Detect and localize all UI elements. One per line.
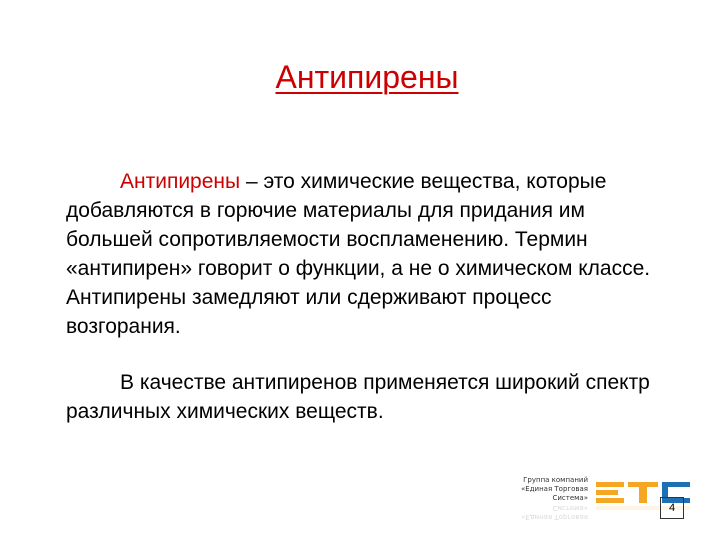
page-number: 4 [660,497,684,519]
definition-text: – это химические вещества, которые добавляются в горючие материалы для придания им большей сопротивляемости воспламенению. Термин «антипирен» говорит о функции, а не о химическом классе. Антипирены замедляют или сдерживают процесс возгорания. [66,170,651,338]
logo-caption-reflection: «Единая Торговая Система» [521,504,588,521]
logo-caption-line2: «Единая Торговая Система» [521,485,588,502]
logo-caption [488,476,588,521]
paragraph-indent [66,170,120,193]
usage-text: В качестве антипиренов применяется широкий спектр различных химических веществ. [66,371,650,423]
definition-paragraph [66,167,666,341]
highlighted-term: Антипирены [120,170,241,193]
usage-paragraph [66,368,666,426]
logo-caption-line1: Группа компаний [523,476,588,484]
paragraph-indent [66,371,120,394]
slide-title: Антипирены [275,59,459,95]
